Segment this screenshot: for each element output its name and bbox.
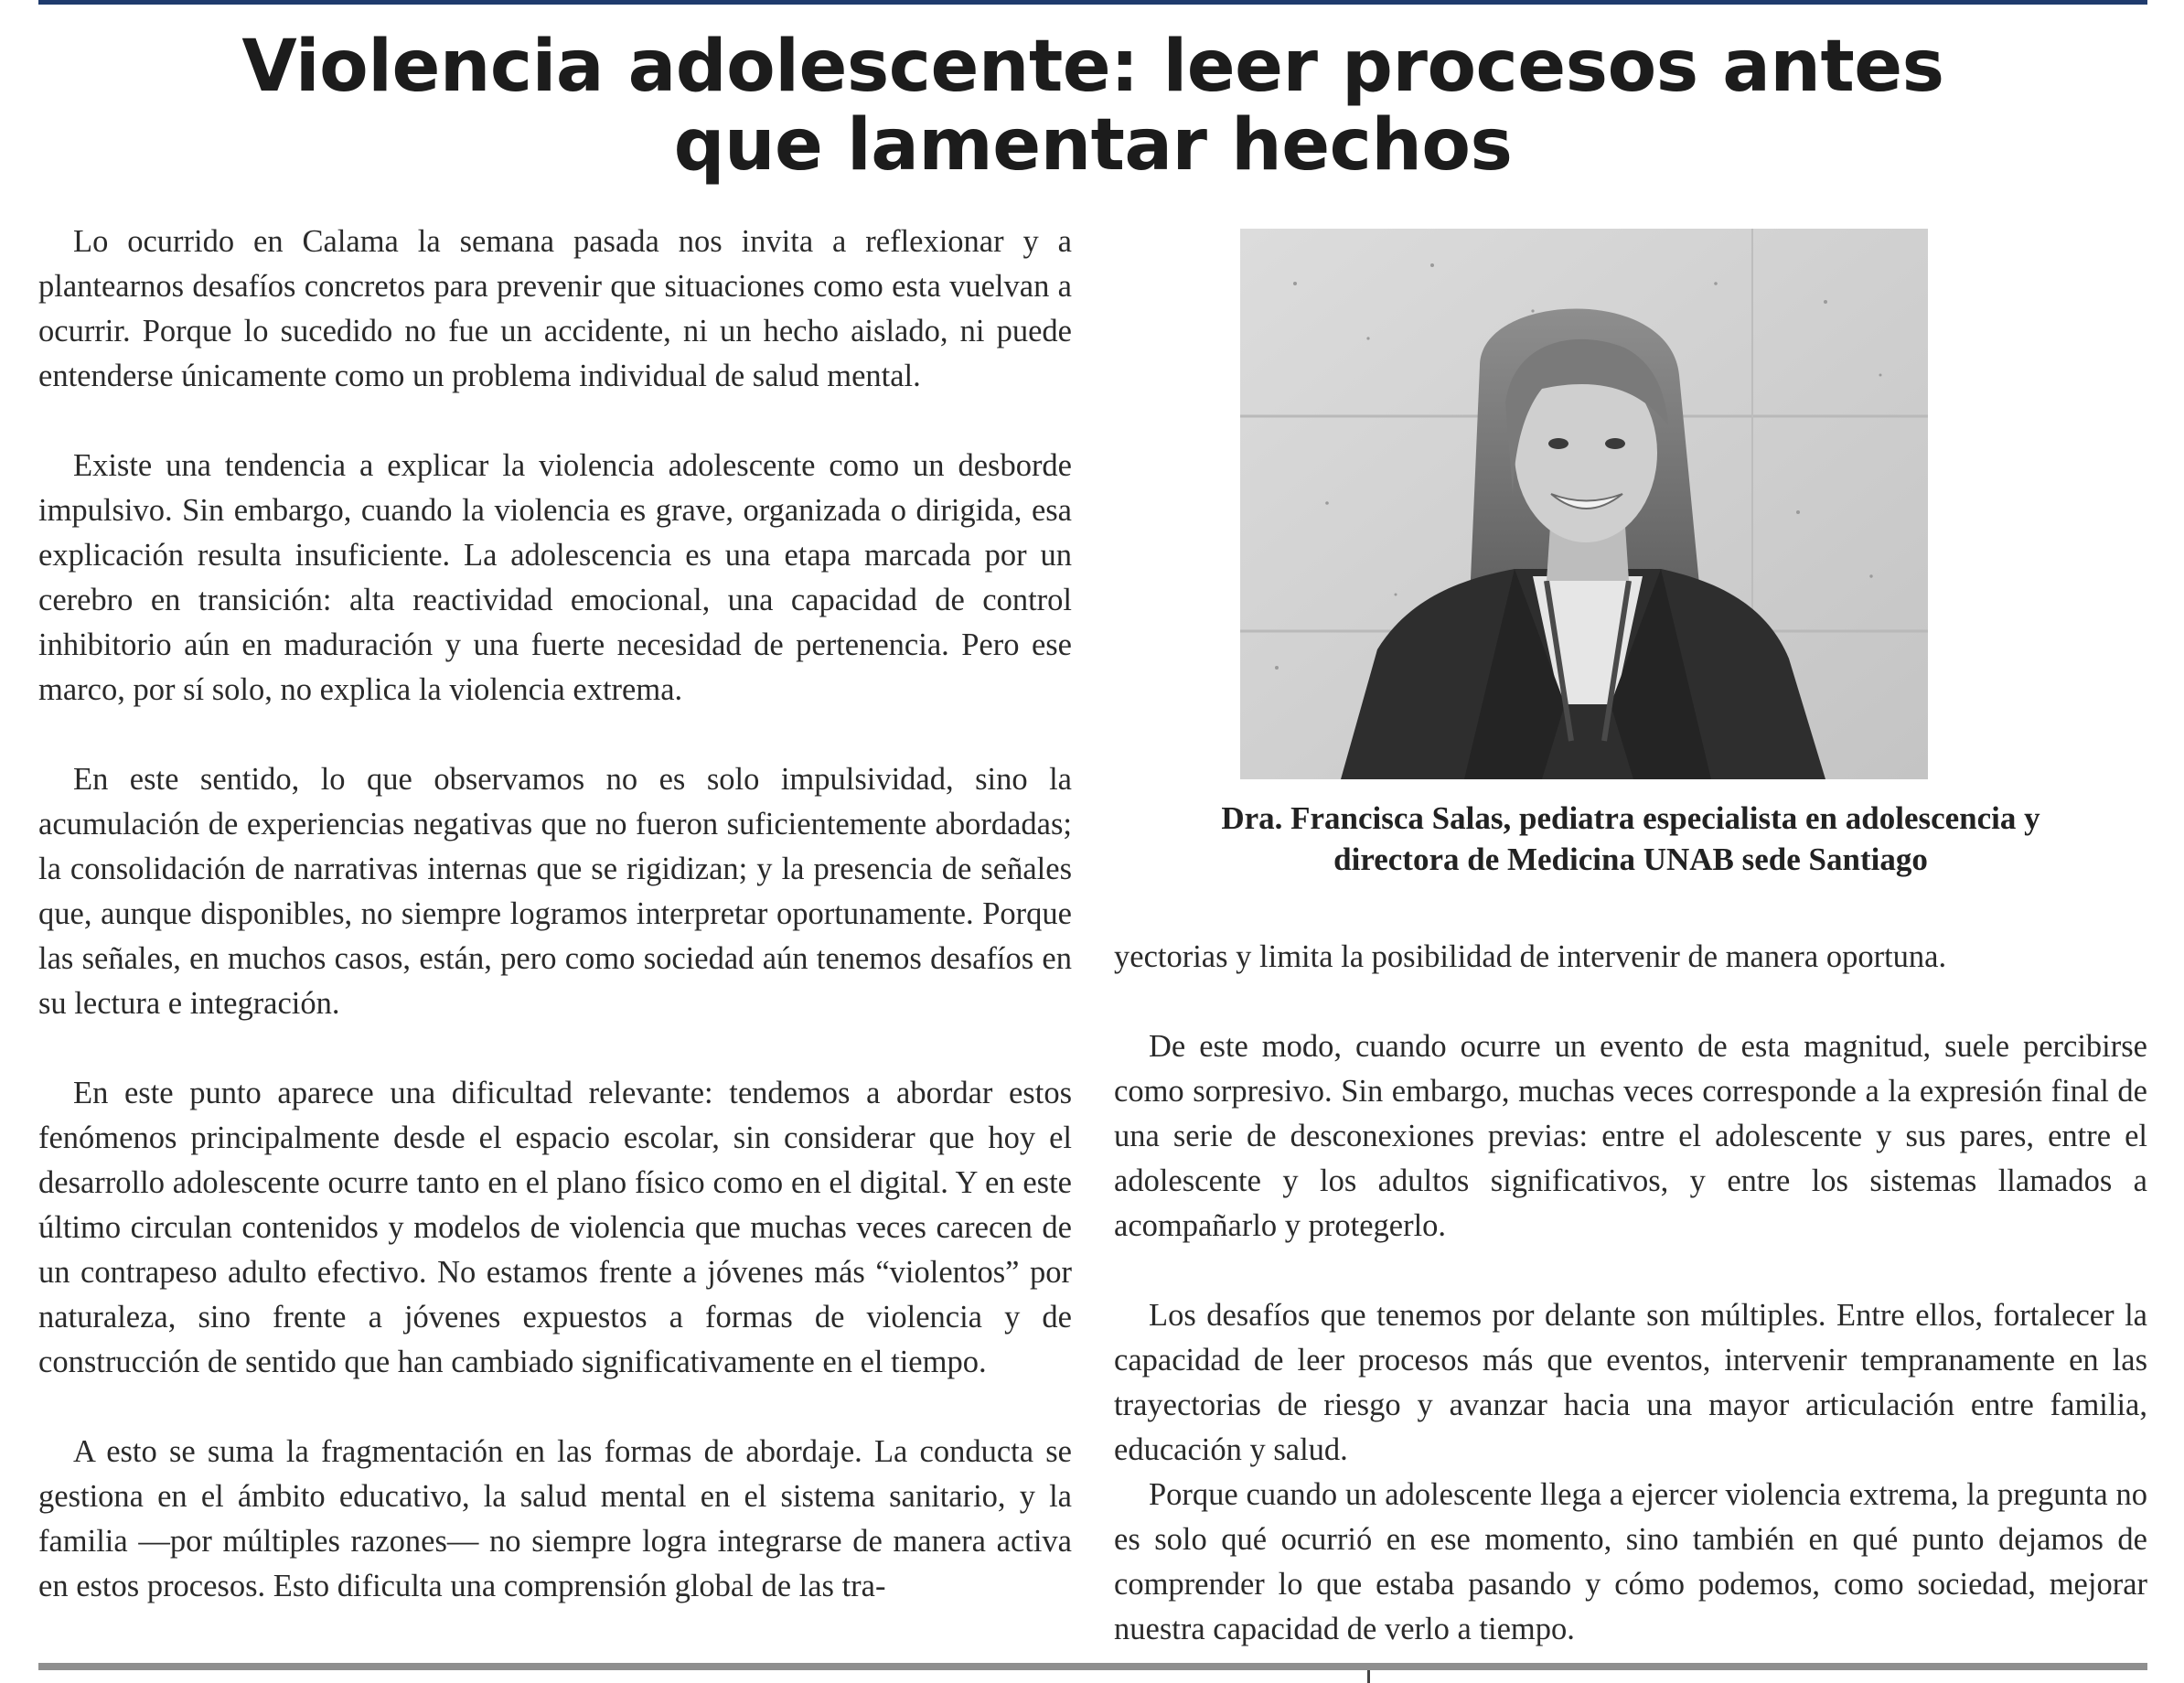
paragraph-3: En este sentido, lo que observamos no es solo impulsividad, sino la acumulación de experiencias negativas que no fueron suficientemente abordadas; la consolidación de narrativas internas que se rigidizan; y la presencia de señales que, aunque disponibles, no siempre logramos interpretar oportunamente. Porque las señales, en muchos casos, están, pero como sociedad aún tenemos desafíos en su lectura e integración.	[38, 762, 1072, 1021]
author-photo	[1240, 229, 1928, 779]
paragraph-7: Los desafíos que tenemos por delante son múltiples. Entre ellos, fortalecer la capacidad de leer procesos más que eventos, intervenir tempranamente en las trayectorias de riesgo y avanzar hacia una mayor articulación entre familia, educación y salud.	[1114, 1298, 2147, 1467]
bottom-rule	[38, 1663, 2147, 1670]
headline-line-1: Violencia adolescente: leer procesos antes	[241, 26, 1944, 108]
paragraph-2: Existe una tendencia a explicar la violencia adolescente como un desborde impulsivo. Sin embargo, cuando la violencia es grave, organizada o dirigida, esa explicación resulta insuficiente. La adolescencia es una etapa marcada por un cerebro en transición: alta reactividad emocional, una capacidad de control inhibitorio aún en maduración y una fuerte necesidad de pertenencia. Pero ese marco, por sí solo, no explica la violencia extrema.	[38, 448, 1072, 707]
headline	[38, 27, 2147, 185]
paragraph-6: De este modo, cuando ocurre un evento de esta magnitud, suele percibirse como sorpresivo. Sin embargo, muchas veces corresponde a la expresión final de una serie de desconexiones previas: entre el adolescente y sus pares, entre el adolescente y los adultos significativos, y entre los sistemas llamados a acompañarlo y protegerlo.	[1114, 1029, 2147, 1243]
right-column	[1114, 935, 2147, 1652]
column-divider-tick	[1367, 1670, 1370, 1683]
headline-line-2: que lamentar hechos	[673, 104, 1513, 187]
portrait-image	[1240, 229, 1928, 779]
photo-caption	[1114, 798, 2147, 880]
top-rule	[38, 0, 2147, 5]
caption-line-2: directora de Medicina UNAB sede Santiago	[1333, 842, 1928, 877]
paragraph-1: Lo ocurrido en Calama la semana pasada nos invita a reflexionar y a plantearnos desafíos concretos para prevenir que situaciones como esta vuelvan a ocurrir. Porque lo sucedido no fue un accidente, ni un hecho aislado, ni puede entenderse únicamente como un problema individual de salud mental.	[38, 224, 1072, 393]
paragraph-4: En este punto aparece una dificultad relevante: tendemos a abordar estos fenómenos principalmente desde el espacio escolar, sin considerar que hoy el desarrollo adolescente ocurre tanto en el plano físico como en el digital. Y en este último circulan contenidos y modelos de violencia que muchas veces carecen de un contrapeso adulto efectivo. No estamos frente a jóvenes más “violentos” por naturaleza, sino frente a jóvenes expuestos a formas de violencia y de construcción de sentido que han cambiado significativamente en el tiempo.	[38, 1076, 1072, 1379]
paragraph-5: A esto se suma la fragmentación en las formas de abordaje. La conducta se gestiona en el ámbito educativo, la salud mental en el sistema sanitario, y la familia —por múltiples razones— no siempre logra integrarse de manera activa en estos procesos. Esto dificulta una comprensión global de las tra-	[38, 1434, 1072, 1603]
paragraph-5-continued: yectorias y limita la posibilidad de intervenir de manera oportuna.	[1114, 939, 1947, 974]
paragraph-8: Porque cuando un adolescente llega a ejercer violencia extrema, la pregunta no es solo qué ocurrió en ese momento, sino también en qué punto dejamos de comprender lo que estaba pasando y cómo podemos, como sociedad, mejorar nuestra capacidad de verlo a tiempo.	[1114, 1477, 2147, 1646]
left-column	[38, 220, 1072, 1609]
caption-line-1: Dra. Francisca Salas, pediatra especialista en adolescencia y	[1221, 800, 2040, 836]
